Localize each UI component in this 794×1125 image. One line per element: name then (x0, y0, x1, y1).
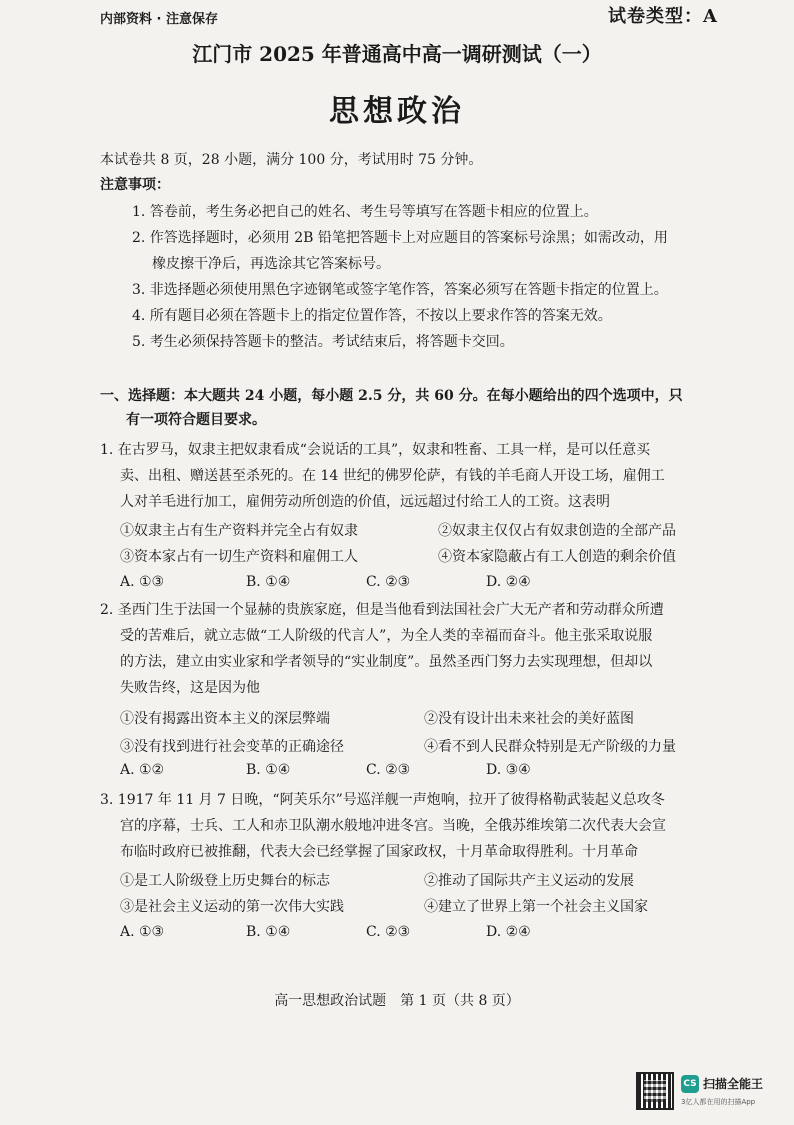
choice-d: D. ③④ (486, 762, 531, 778)
question-1-text: 1. 在古罗马，奴隶主把奴隶看成“会说话的工具”，奴隶和牲畜、工具一样，是可以任意买 (100, 442, 651, 458)
note-line: 1. 答卷前，考生务必把自己的姓名、考生号等填写在答题卡相应的位置上。 (132, 204, 598, 220)
question-3-text: 布临时政府已被推翻，代表大会已经掌握了国家政权，十月革命取得胜利。十月革命 (120, 844, 638, 860)
statement: ④建立了世界上第一个社会主义国家 (424, 899, 648, 915)
note-line: 3. 非选择题必须使用黑色字迹钢笔或签字笔作答，答案必须写在答题卡指定的位置上。 (132, 282, 668, 298)
choice-a: A. ①② (120, 762, 165, 778)
statement: ③是社会主义运动的第一次伟大实践 (120, 899, 344, 915)
camscanner-brand: 扫描全能王 (703, 1077, 764, 1091)
notes-heading: 注意事项： (100, 177, 170, 193)
note-line: 橡皮擦干净后，再选涂其它答案标号。 (152, 256, 390, 272)
note-line: 4. 所有题目必须在答题卡上的指定位置作答，不按以上要求作答的答案无效。 (132, 308, 612, 324)
statement: ①奴隶主占有生产资料并完全占有奴隶 (120, 523, 358, 539)
question-2-text: 2. 圣西门生于法国一个显赫的贵族家庭，但是当他看到法国社会广大无产者和劳动群众所遭 (100, 602, 664, 618)
question-1-text: 卖、出租、赠送甚至杀死的。在 14 世纪的佛罗伦萨，有钱的羊毛商人开设工场，雇佣工 (120, 468, 665, 484)
confidential-label: 内部资料 · 注意保存 (100, 12, 218, 27)
note-line: 2. 作答选择题时，必须用 2B 铅笔把答题卡上对应题目的答案标号涂黑；如需改动，用 (132, 230, 668, 246)
camscanner-tagline: 3亿人都在用的扫描App (681, 1098, 756, 1106)
paper-type-label: 试卷类型：A (608, 6, 718, 27)
statement: ③没有找到进行社会变革的正确途径 (120, 739, 344, 755)
section-heading-cont: 有一项符合题目要求。 (126, 412, 266, 428)
question-1-text: 人对羊毛进行加工，雇佣劳动所创造的价值，远远超过付给工人的工资。这表明 (120, 494, 610, 510)
question-2-text: 受的苦难后，就立志做“工人阶级的代言人”，为全人类的幸福而奋斗。他主张采取说服 (120, 628, 653, 644)
statement: ④看不到人民群众特别是无产阶级的力量 (424, 739, 676, 755)
statement: ②没有设计出未来社会的美好蓝图 (424, 711, 634, 727)
choice-c: C. ②③ (366, 762, 411, 778)
question-3-text: 3. 1917 年 11 月 7 日晚，“阿芙乐尔”号巡洋舰一声炮响，拉开了彼得格勒武装起义总攻冬 (100, 792, 665, 808)
choice-a: A. ①③ (120, 924, 165, 940)
choice-c: C. ②③ (366, 924, 411, 940)
statement: ④资本家隐蔽占有工人创造的剩余价值 (438, 549, 676, 565)
question-2-text: 的方法，建立由实业家和学者领导的“实业制度”。虽然圣西门努力去实现理想，但却以 (120, 654, 653, 670)
statement: ②奴隶主仅仅占有奴隶创造的全部产品 (438, 523, 676, 539)
choice-d: D. ②④ (486, 574, 531, 590)
statement: ③资本家占有一切生产资料和雇佣工人 (120, 549, 358, 565)
question-3-text: 宫的序幕，士兵、工人和赤卫队潮水般地冲进冬宫。当晚，全俄苏维埃第二次代表大会宣 (120, 818, 666, 834)
subject-title: 思想政治 (329, 94, 465, 129)
statement: ②推动了国际共产主义运动的发展 (424, 873, 634, 889)
choice-d: D. ②④ (486, 924, 531, 940)
question-2-text: 失败告终，这是因为他 (120, 680, 260, 696)
choice-c: C. ②③ (366, 574, 411, 590)
choice-a: A. ①③ (120, 574, 165, 590)
statement: ①是工人阶级登上历史舞台的标志 (120, 873, 330, 889)
exam-title: 江门市 2025 年普通高中高一调研测试（一） (192, 42, 602, 66)
qr-code-icon (636, 1072, 674, 1110)
statement: ①没有揭露出资本主义的深层弊端 (120, 711, 330, 727)
camscanner-logo: CS (681, 1075, 699, 1093)
choice-b: B. ①④ (246, 924, 291, 940)
section-heading: 一、选择题：本大题共 24 小题，每小题 2.5 分，共 60 分。在每小题给出的四个选项中，只 (100, 388, 683, 404)
intro-line: 本试卷共 8 页，28 小题，满分 100 分，考试用时 75 分钟。 (100, 152, 483, 168)
choice-b: B. ①④ (246, 762, 291, 778)
choice-b: B. ①④ (246, 574, 291, 590)
note-line: 5. 考生必须保持答题卡的整洁。考试结束后，将答题卡交回。 (132, 334, 514, 350)
page-footer: 高一思想政治试题 第 1 页（共 8 页） (274, 993, 520, 1009)
